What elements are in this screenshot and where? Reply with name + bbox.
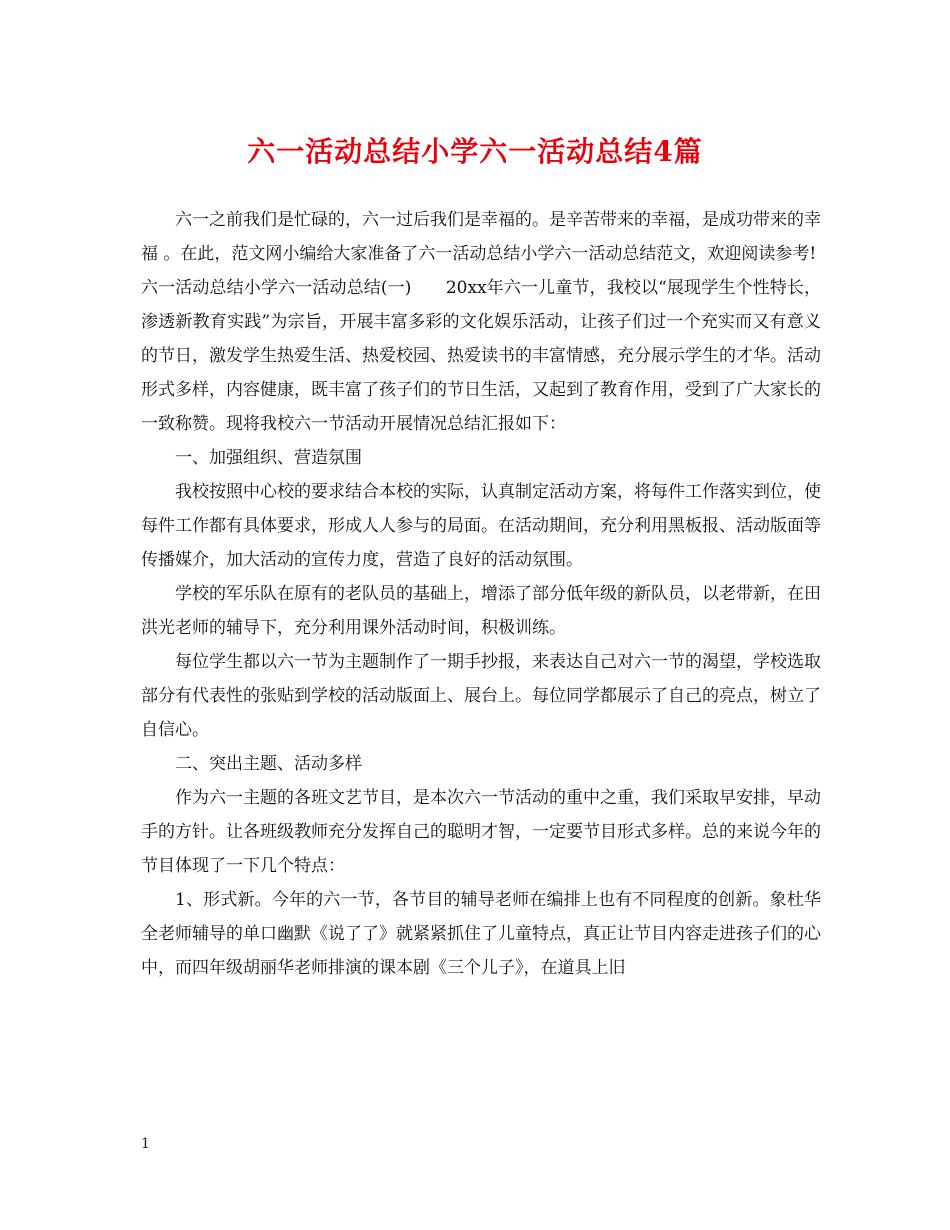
document-body: [141, 203, 821, 985]
document-title: 六一活动总结小学六一活动总结4篇: [247, 135, 703, 168]
organization-paragraph: 我校按照中心校的要求结合本校的实际，认真制定活动方案，将每件工作落实到位，使每件工作都有具体要求，形成人人参与的局面。在活动期间，充分利用黑板报、活动版面等传播媒介，加大活动的宣传力度，营造了良好的活动氛围。: [141, 482, 821, 570]
features-paragraph: 1、形式新。今年的六一节，各节目的辅导老师在编排上也有不同程度的创新。象杜华全老师辅导的单口幽默《说了了》就紧紧抓住了儿童特点，真正让节目内容走进孩子们的心中，而四年级胡丽华老师排演的课本剧《三个儿子》，在道具上旧: [141, 890, 821, 978]
handwritten-newspaper-paragraph: 每位学生都以六一节为主题制作了一期手抄报，来表达自己对六一节的渴望，学校选取部分有代表性的张贴到学校的活动版面上、展台上。每位同学都展示了自己的亮点，树立了自信心。: [141, 652, 821, 740]
performance-paragraph: 作为六一主题的各班文艺节目，是本次六一节活动的重中之重，我们采取早安排，早动手的方针。让各班级教师充分发挥自己的聪明才智，一定要节目形式多样。总的来说今年的节目体现了一下几个特点：: [141, 788, 821, 876]
section-one-intro-paragraph: 六一活动总结小学六一活动总结(一) 20xx年六一儿童节，我校以“展现学生个性特长，渗透新教育实践”为宗旨，开展丰富多彩的文化娱乐活动，让孩子们过一个充实而又有意义的节日，激发学生热爱生活、热爱校园、热爱读书的丰富情感，充分展示学生的才华。活动形式多样，内容健康，既丰富了孩子们的节日生活，又起到了教育作用，受到了广大家长的一致称赞。现将我校六一节活动开展情况总结汇报如下：: [141, 278, 821, 434]
heading-theme-activities: 二、突出主题、活动多样: [175, 754, 362, 774]
band-paragraph: 学校的军乐队在原有的老队员的基础上，增添了部分低年级的新队员，以老带新，在田洪光老师的辅导下，充分利用课外活动时间，积极训练。: [141, 584, 821, 638]
page-number: 1: [141, 1136, 150, 1152]
heading-organization: 一、加强组织、营造氛围: [175, 448, 362, 468]
intro-paragraph: 六一之前我们是忙碌的，六一过后我们是幸福的。是辛苦带来的幸福，是成功带来的幸福 。在此，范文网小编给大家准备了六一活动总结小学六一活动总结范文，欢迎阅读参考!: [141, 210, 821, 264]
